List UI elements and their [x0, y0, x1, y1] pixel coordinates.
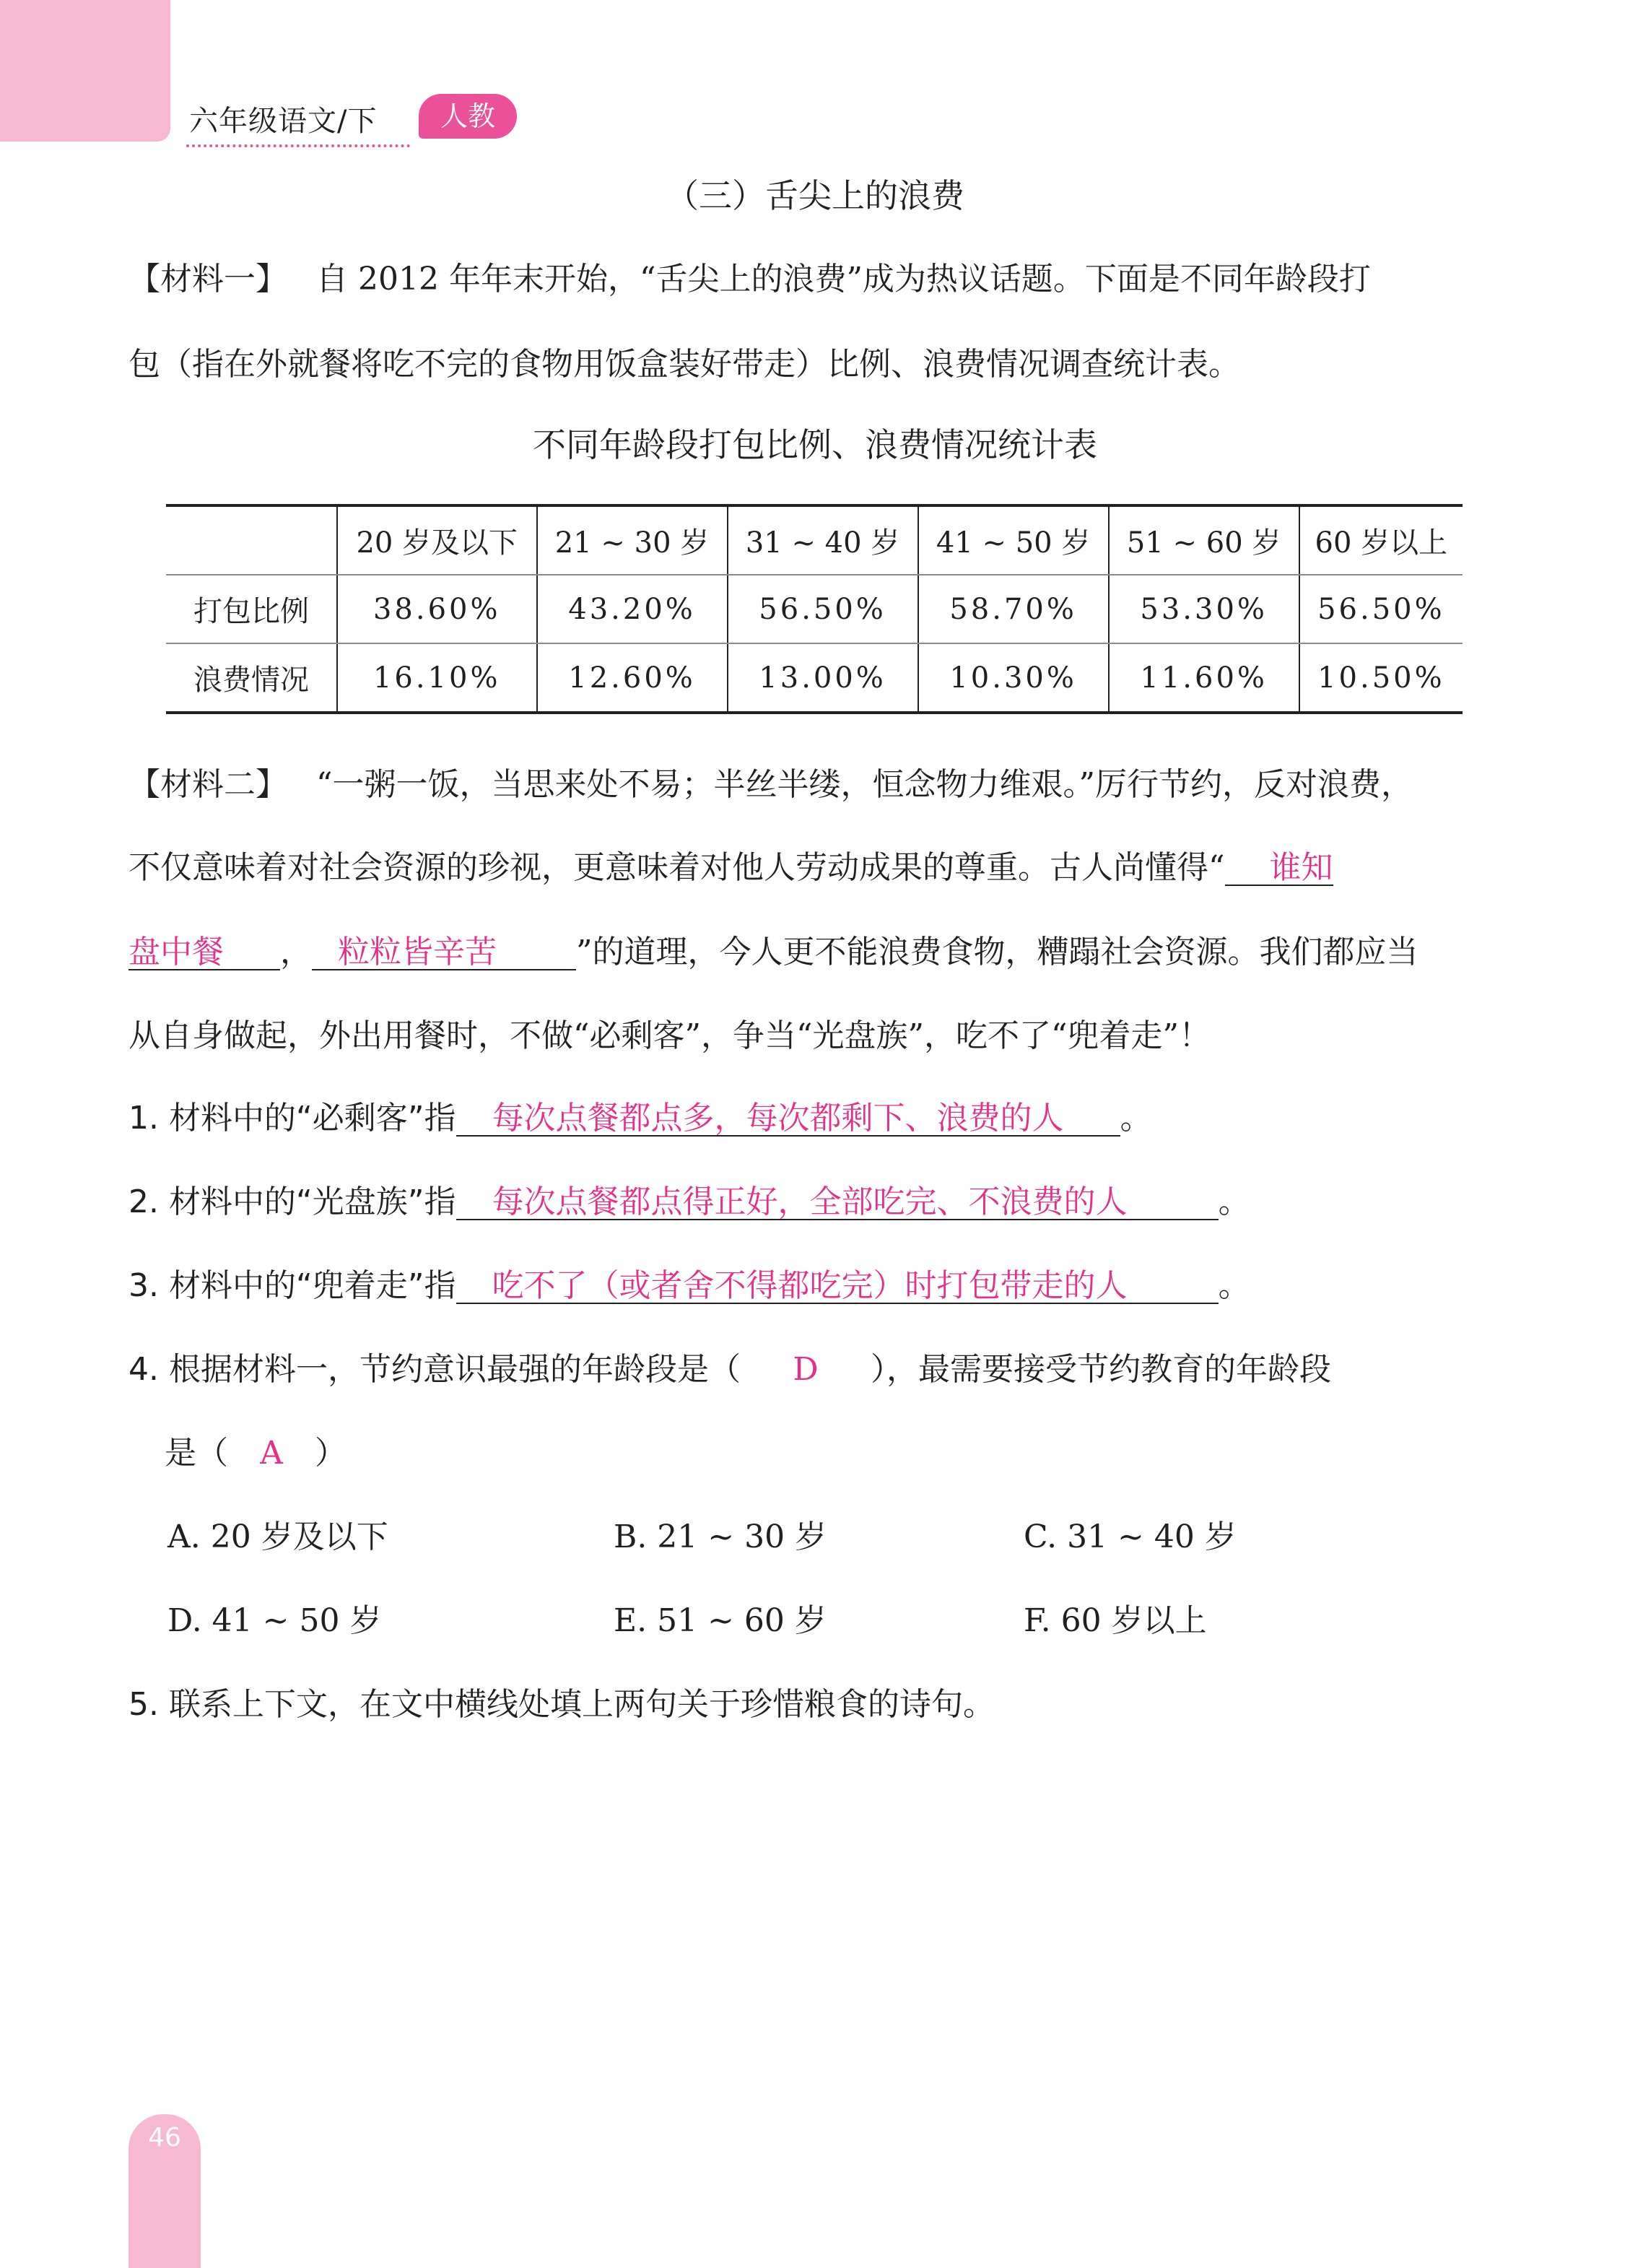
row-label: 浪费情况	[166, 643, 337, 713]
material1-line1	[128, 253, 1371, 299]
option-e[interactable]: E. 51 ~ 60 岁	[614, 1602, 827, 1639]
material2-text1: “一粥一饭，当思来处不易；半丝半缕，恒念物力维艰。”厉行节约，反对浪费，	[316, 766, 1413, 803]
question-1-answer[interactable]: 每次点餐都点多，每次都剩下、浪费的人	[456, 1102, 1120, 1137]
question-4	[128, 1343, 1331, 1389]
question-4-line2	[165, 1427, 347, 1473]
table-header-cell: 20 岁及以下	[337, 505, 537, 575]
material2-line4: 从自身做起，外出用餐时，不做“必剩客”，争当“光盘族”，吃不了“兜着走”！	[128, 1017, 1211, 1054]
table-row	[166, 643, 1463, 713]
question-4-answer-1[interactable]: D	[793, 1351, 819, 1388]
header-dotted-divider	[186, 144, 410, 147]
question-2-answer[interactable]: 每次点餐都点得正好，全部吃完、不浪费的人	[456, 1186, 1219, 1220]
header-title: 六年级语文/下	[189, 105, 378, 138]
question-5: 5. 联系上下文，在文中横线处填上两句关于珍惜粮食的诗句。	[128, 1686, 995, 1723]
table-title: 不同年龄段打包比例、浪费情况统计表	[533, 425, 1097, 464]
table-cell: 56.50%	[728, 575, 918, 643]
poem-blank-1b[interactable]: 盘中餐	[128, 936, 280, 970]
table-header-cell: 31 ~ 40 岁	[728, 505, 918, 575]
question-2-suffix: 。	[1218, 1183, 1250, 1220]
page-number: 46	[148, 2123, 181, 2152]
material1-line2: 包（指在外就餐将吃不完的食物用饭盒装好带走）比例、浪费情况调查统计表。	[128, 346, 1240, 383]
table-header-cell: 21 ~ 30 岁	[537, 505, 728, 575]
option-a[interactable]: A. 20 岁及以下	[167, 1518, 388, 1555]
material2-line1	[128, 758, 1413, 804]
question-2	[128, 1176, 1250, 1222]
poem-blank-1a[interactable]: 谁知	[1225, 851, 1333, 886]
comma: ，	[280, 934, 312, 970]
option-b[interactable]: B. 21 ~ 30 岁	[614, 1518, 827, 1555]
section-title: （三）舌尖上的浪费	[666, 176, 964, 215]
corner-tab	[0, 0, 170, 142]
table-header-cell	[166, 505, 337, 575]
material2-text2: 不仅意味着对社会资源的珍视，更意味着对他人劳动成果的尊重。古人尚懂得“	[128, 849, 1225, 886]
poem-blank-2[interactable]: 粒粒皆辛苦	[312, 936, 576, 970]
stats-table	[166, 504, 1463, 714]
question-4-part2: ），最需要接受节约教育的年龄段	[870, 1351, 1331, 1388]
material2-line3	[128, 926, 1418, 972]
table-cell: 43.20%	[537, 575, 728, 643]
publisher-badge: 人教	[419, 94, 517, 139]
material1-label: 【材料一】	[128, 261, 287, 297]
question-4-answer-2[interactable]: A	[260, 1435, 283, 1472]
table-cell: 12.60%	[537, 643, 728, 713]
table-header-cell: 51 ~ 60 岁	[1109, 505, 1299, 575]
table-cell: 11.60%	[1109, 643, 1299, 713]
table-header-cell: 60 岁以上	[1299, 505, 1463, 575]
question-1-prefix: 1. 材料中的“必剩客”指	[128, 1100, 456, 1137]
material2-text3: ”的道理，今人更不能浪费食物，糟蹋社会资源。我们都应当	[576, 934, 1418, 970]
row-label: 打包比例	[166, 575, 337, 643]
table-cell: 10.30%	[918, 643, 1109, 713]
table-header-row	[166, 505, 1463, 575]
question-1	[128, 1092, 1152, 1138]
table-header-cell: 41 ~ 50 岁	[918, 505, 1109, 575]
question-4-part4: ）	[315, 1435, 347, 1472]
material2-line2	[128, 841, 1333, 887]
question-3-prefix: 3. 材料中的“兜着走”指	[128, 1267, 456, 1304]
table-row	[166, 575, 1463, 643]
material2-label: 【材料二】	[128, 766, 287, 803]
option-f[interactable]: F. 60 岁以上	[1024, 1602, 1207, 1639]
question-3-suffix: 。	[1218, 1267, 1250, 1304]
option-c[interactable]: C. 31 ~ 40 岁	[1024, 1518, 1237, 1555]
question-1-suffix: 。	[1120, 1100, 1152, 1137]
material1-text1: 自 2012 年年末开始，“舌尖上的浪费”成为热议话题。下面是不同年龄段打	[316, 261, 1371, 297]
table-cell: 56.50%	[1299, 575, 1463, 643]
question-4-part3: 是（	[165, 1435, 228, 1472]
question-3-answer[interactable]: 吃不了（或者舍不得都吃完）时打包带走的人	[456, 1269, 1219, 1304]
table-cell: 38.60%	[337, 575, 537, 643]
question-3	[128, 1259, 1250, 1305]
table-cell: 16.10%	[337, 643, 537, 713]
question-2-prefix: 2. 材料中的“光盘族”指	[128, 1183, 456, 1220]
table-cell: 53.30%	[1109, 575, 1299, 643]
question-4-part1: 4. 根据材料一，节约意识最强的年龄段是（	[128, 1351, 741, 1388]
table-cell: 58.70%	[918, 575, 1109, 643]
table-cell: 13.00%	[728, 643, 918, 713]
option-d[interactable]: D. 41 ~ 50 岁	[167, 1602, 382, 1639]
table-cell: 10.50%	[1299, 643, 1463, 713]
